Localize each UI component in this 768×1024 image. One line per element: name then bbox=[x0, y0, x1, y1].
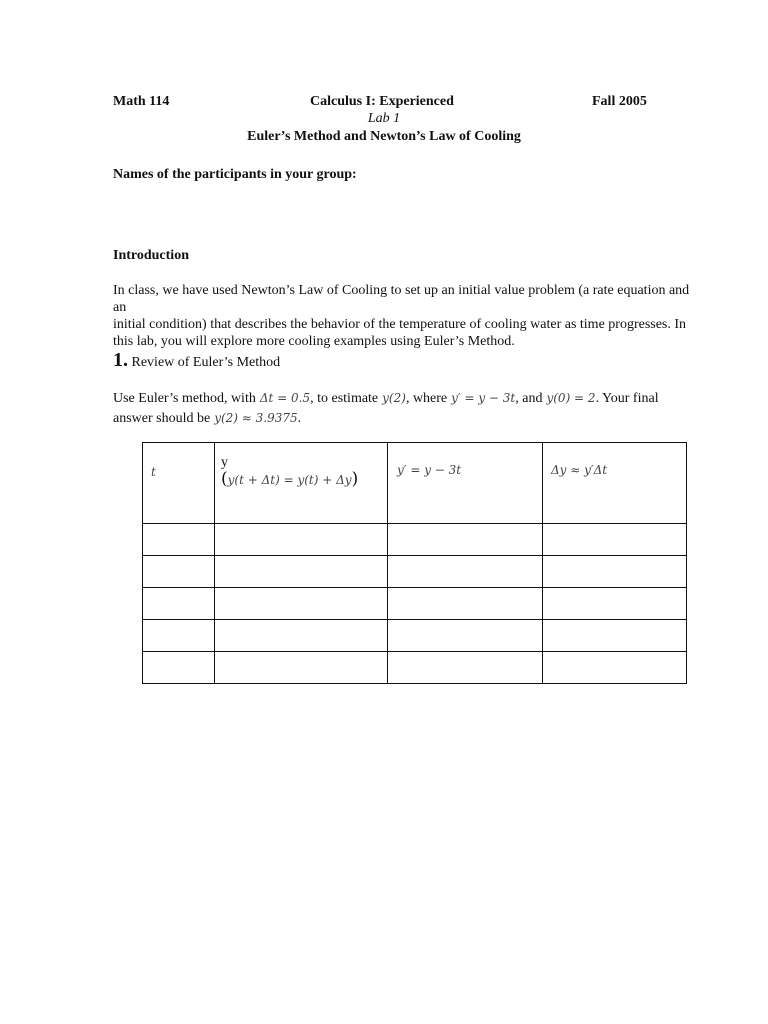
answer-cell[interactable] bbox=[215, 652, 388, 684]
answer-cell[interactable] bbox=[543, 524, 687, 556]
instruction-text: . Your final bbox=[595, 391, 659, 406]
rate-equation-math: y′ = y − 3t bbox=[451, 391, 516, 405]
course-number: Math 114 bbox=[113, 94, 170, 109]
answer-cell[interactable] bbox=[215, 524, 388, 556]
section-number: 1. bbox=[113, 349, 128, 371]
answer-cell[interactable] bbox=[543, 652, 687, 684]
instruction-line-1 bbox=[113, 388, 659, 409]
introduction-paragraph bbox=[113, 282, 703, 350]
answer-cell[interactable] bbox=[215, 620, 388, 652]
table-row bbox=[143, 620, 687, 652]
table-header-row bbox=[143, 443, 687, 524]
initial-condition-math: y(0) = 2 bbox=[546, 391, 596, 405]
table-row bbox=[143, 556, 687, 588]
instruction-text: . bbox=[297, 411, 302, 426]
instruction-text: Use Euler’s method, with bbox=[113, 391, 256, 406]
introduction-heading: Introduction bbox=[113, 248, 189, 263]
intro-line: In class, we have used Newton’s Law of Cooling to set up an initial value problem (a rate equation and an bbox=[113, 283, 690, 315]
table-body bbox=[143, 524, 687, 684]
instruction-text: answer should be bbox=[113, 411, 211, 426]
answer-cell[interactable] bbox=[543, 620, 687, 652]
lab-number: Lab 1 bbox=[367, 111, 401, 126]
answer-cell[interactable] bbox=[215, 588, 388, 620]
estimate-math: y(2) bbox=[382, 391, 406, 405]
y-update-math: y(t + Δt) = y(t) + Δy bbox=[227, 473, 352, 487]
answer-cell[interactable] bbox=[388, 588, 543, 620]
answer-cell[interactable] bbox=[543, 556, 687, 588]
header-cell-t bbox=[143, 443, 215, 524]
answer-cell[interactable] bbox=[543, 588, 687, 620]
delta-t-math: Δt = 0.5 bbox=[259, 391, 311, 405]
lab-title: Euler’s Method and Newton’s Law of Cooling bbox=[247, 129, 521, 144]
answer-cell[interactable] bbox=[143, 652, 215, 684]
header-cell-y bbox=[215, 443, 388, 524]
y-update-formula: (y(t + Δt) = y(t) + Δy) bbox=[221, 469, 359, 489]
course-title: Calculus I: Experienced bbox=[310, 94, 454, 109]
answer-cell[interactable] bbox=[388, 556, 543, 588]
header-cell-dy bbox=[543, 443, 687, 524]
answer-cell[interactable] bbox=[143, 556, 215, 588]
answer-cell[interactable] bbox=[388, 652, 543, 684]
intro-line: initial condition) that describes the behavior of the temperature of cooling water as time progresses. In bbox=[113, 317, 687, 332]
yprime-formula: y′ = y − 3t bbox=[397, 463, 462, 477]
table-row bbox=[143, 588, 687, 620]
section-1-heading bbox=[113, 349, 280, 372]
answer-cell[interactable] bbox=[143, 524, 215, 556]
instruction-text: , and bbox=[515, 391, 543, 406]
answer-cell[interactable] bbox=[388, 524, 543, 556]
term: Fall 2005 bbox=[592, 94, 647, 109]
answer-cell[interactable] bbox=[388, 620, 543, 652]
participants-prompt: Names of the participants in your group: bbox=[113, 167, 357, 182]
table-row bbox=[143, 652, 687, 684]
intro-line: this lab, you will explore more cooling examples using Euler’s Method. bbox=[113, 334, 515, 349]
delta-y-formula: Δy ≈ y′Δt bbox=[551, 463, 608, 477]
answer-math: y(2) ≈ 3.9375 bbox=[214, 411, 298, 425]
t-label: t bbox=[151, 465, 156, 479]
y-label: y bbox=[221, 455, 228, 470]
instruction-text: , to estimate bbox=[310, 391, 379, 406]
section-title: Review of Euler’s Method bbox=[131, 355, 281, 370]
answer-cell[interactable] bbox=[143, 620, 215, 652]
answer-cell[interactable] bbox=[215, 556, 388, 588]
euler-table bbox=[142, 442, 687, 684]
header-cell-yprime bbox=[388, 443, 543, 524]
answer-cell[interactable] bbox=[143, 588, 215, 620]
table-row bbox=[143, 524, 687, 556]
instruction-line-2 bbox=[113, 408, 301, 429]
instruction-text: , where bbox=[405, 391, 448, 406]
